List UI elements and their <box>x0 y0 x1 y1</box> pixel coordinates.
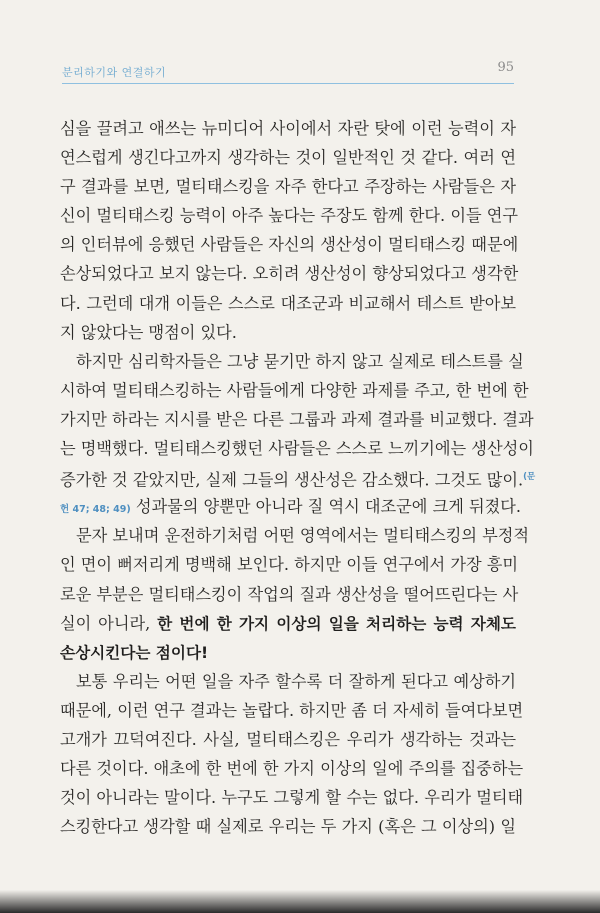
text-line: 고개가 끄덕여진다. 사실, 멀티태스킹은 우리가 생각하는 것과는 <box>60 729 516 749</box>
text-line: 다른 것이다. 애초에 한 번에 한 가지 이상의 일에 주의를 집중하는 <box>60 759 524 779</box>
emphasis-text: 손상시킨다는 점이다! <box>60 643 209 662</box>
text-line: 다. 그런데 대개 이들은 스스로 대조군과 비교해서 테스트 받아보 <box>60 293 516 313</box>
text-line: 시하여 멀티태스킹하는 사람들에게 다양한 과제를 주고, 한 번에 한 <box>60 380 529 400</box>
text-line <box>60 609 516 638</box>
text-line: 보통 우리는 어떤 일을 자주 할수록 더 잘하게 된다고 예상하기 <box>76 671 516 691</box>
text-line: 문자 보내며 운전하기처럼 어떤 영역에서는 멀티태스킹의 부정적 <box>76 526 530 546</box>
text-line: 스킹한다고 생각할 때 실제로 우리는 두 가지 (혹은 그 이상의) 일 <box>60 817 516 837</box>
text-line: 심을 끌려고 애쓰는 뉴미디어 사이에서 자란 탓에 이런 능력이 자 <box>60 119 516 138</box>
text-line: 로운 부분은 멀티태스킹이 작업의 질과 생산성을 떨어뜨린다는 사 <box>60 584 519 604</box>
text-line: 손상되었다고 보지 않는다. 오히려 생산성이 향상되었다고 생각한 <box>60 264 519 284</box>
chapter-title: 분리하기와 연결하기 <box>62 66 167 79</box>
text-line: 지 않았다는 맹점이 있다. <box>60 322 237 342</box>
citation-ref[interactable]: (문 <box>523 472 536 483</box>
text-span: 성과물의 양뿐만 아니라 질 역시 대조군에 크게 뒤졌다. <box>135 497 522 517</box>
emphasis-text: 한 번에 한 가지 이상의 일을 처리하는 능력 자체도 <box>157 614 516 633</box>
text-line <box>60 492 522 521</box>
text-span: 실이 아니라, <box>60 613 158 633</box>
header-rule <box>62 83 514 84</box>
text-line: 는 명백했다. 멀티태스킹했던 사람들은 스스로 느끼기에는 생산성이 <box>60 439 534 459</box>
text-line <box>60 463 536 492</box>
text-line: 의 인터뷰에 응했던 사람들은 자신의 생산성이 멀티태스킹 때문에 <box>60 235 519 255</box>
text-line: 때문에, 이런 연구 결과는 놀랍다. 하지만 좀 더 자세히 들여다보면 <box>60 700 524 720</box>
page-number: 95 <box>497 60 514 75</box>
text-line: 하지만 심리학자들은 그냥 묻기만 하지 않고 실제로 테스트를 실 <box>76 351 524 371</box>
body-text <box>60 114 536 841</box>
citation-ref[interactable]: 헌 47; 48; 49) <box>60 504 131 516</box>
text-line: 것이 아니라는 말이다. 누구도 그렇게 할 수는 없다. 우리가 멀티태 <box>60 788 524 808</box>
text-span: 증가한 것 같았지만, 실제 그들의 생산성은 감소했다. 그것도 많이. <box>60 470 524 490</box>
text-line <box>60 638 516 667</box>
page-edge-shadow <box>0 890 600 913</box>
text-line: 연스럽게 생긴다고까지 생각하는 것이 일반적인 것 같다. 여러 연 <box>60 148 516 168</box>
running-header <box>62 58 514 82</box>
text-line: 구 결과를 보면, 멀티태스킹을 자주 한다고 주장하는 사람들은 자 <box>60 177 516 197</box>
text-line: 가지만 하라는 지시를 받은 다른 그룹과 과제 결과를 비교했다. 결과 <box>60 409 534 429</box>
text-line: 인 면이 뻐저리게 명백해 보인다. 하지만 이들 연구에서 가장 흥미 <box>60 555 519 575</box>
text-line: 신이 멀티태스킹 능력이 아주 높다는 주장도 함께 한다. 이들 연구 <box>60 206 519 226</box>
